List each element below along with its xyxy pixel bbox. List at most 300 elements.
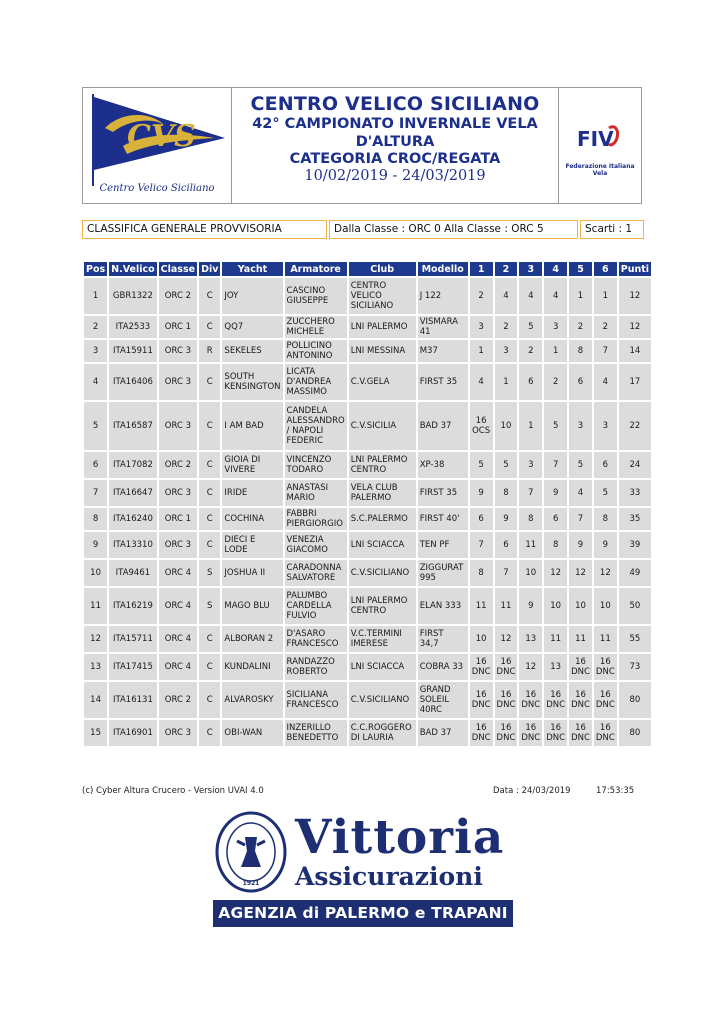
sail-number-cell: ITA16901: [109, 720, 157, 746]
club-cell-line: VELA CLUB: [350, 483, 398, 493]
race-result-cell-line: 7: [478, 540, 484, 550]
yacht-cell: ALBORAN 2: [222, 626, 282, 652]
race-result-cell: [519, 682, 542, 718]
race-result-cell-line: 8: [478, 568, 484, 578]
race-result-cell: [569, 402, 592, 450]
owner-cell-line: CARADONNA: [286, 563, 342, 573]
race-result-cell: [519, 560, 542, 586]
sail-number-cell: ITA16587: [109, 402, 157, 450]
points-cell: 39: [619, 532, 651, 558]
race-result-cell: [495, 402, 518, 450]
race-result-cell-line: 8: [528, 514, 534, 524]
club-cell-line: LNI PALERMO: [350, 596, 408, 606]
yacht-cell: JOY: [222, 278, 282, 314]
race-result-cell-line: 9: [503, 514, 509, 524]
race-result-cell-line: 10: [550, 601, 562, 611]
race-result-cell-line: 3: [528, 460, 534, 470]
model-cell-line: M37: [419, 346, 438, 356]
model-cell-line: BAD 37: [419, 421, 452, 431]
model-cell: [418, 340, 468, 362]
race-result-cell: [569, 654, 592, 680]
owner-cell-line: FEDERIC: [286, 436, 324, 446]
race-result-cell: [519, 480, 542, 506]
column-header: Pos: [86, 263, 106, 275]
race-result-cell-line: 16: [475, 416, 487, 426]
race-result-cell: [544, 402, 567, 450]
sail-number-cell: ITA16647: [109, 480, 157, 506]
model-cell-line: J 122: [419, 291, 442, 301]
division-cell: C: [199, 720, 220, 746]
race-result-cell-line: 9: [602, 540, 609, 550]
yacht-cell: OBI-WAN: [222, 720, 282, 746]
race-result-cell-line: 1: [503, 377, 509, 387]
column-header: Classe: [160, 263, 196, 275]
race-result-cell-line: 1: [602, 291, 609, 301]
club-cell: [349, 560, 416, 586]
race-result-cell-line: DNC: [496, 733, 516, 743]
software-credit: (c) Cyber Altura Crucero - Version UVAI 4.0: [82, 786, 264, 796]
position-cell: 9: [84, 532, 107, 558]
position-cell: 6: [84, 452, 107, 478]
club-cell-line: LNI MESSINA: [350, 346, 406, 356]
race-result-cell: [495, 626, 518, 652]
class-cell: ORC 2: [159, 452, 197, 478]
points-cell: 35: [619, 508, 651, 530]
race-result-cell: [569, 340, 592, 362]
race-result-cell-line: 4: [503, 291, 509, 301]
race-result-cell-line: 10: [575, 601, 586, 611]
owner-cell-line: CASCINO: [286, 286, 326, 296]
points-cell: 17: [619, 364, 651, 400]
yacht-cell: [222, 364, 282, 400]
fiv-emblem-icon: [559, 88, 641, 160]
race-result-cell-line: DNC: [521, 700, 541, 710]
owner-cell-line: POLLICINO: [286, 341, 332, 351]
sail-number-cell: ITA2533: [109, 316, 157, 338]
race-result-cell: [519, 532, 542, 558]
yacht-cell: ALVAROSKY: [222, 682, 282, 718]
race-result-cell-line: 7: [503, 568, 509, 578]
race-result-cell-line: DNC: [496, 667, 516, 677]
race-result-cell-line: DNC: [571, 667, 590, 677]
club-cell-line: CENTRO: [350, 606, 387, 616]
championship-title-line2: D'ALTURA: [355, 134, 435, 150]
race-result-cell-line: 11: [525, 540, 537, 550]
race-result-cell-line: DNC: [521, 733, 541, 743]
race-result-cell-line: OCS: [472, 426, 491, 436]
column-header: Armatore: [285, 262, 347, 276]
position-cell: 15: [84, 720, 107, 746]
division-cell: R: [199, 340, 220, 362]
race-result-cell-line: 16: [550, 690, 562, 700]
results-table: [82, 260, 653, 748]
owner-cell-line: CANDELA: [286, 406, 328, 416]
race-result-cell-line: 3: [552, 322, 559, 332]
yacht-cell: JOSHUA II: [222, 560, 282, 586]
club-cell: [349, 508, 416, 530]
race-result-cell: [470, 316, 493, 338]
model-cell: [418, 402, 468, 450]
column-header: 5: [569, 262, 592, 276]
club-cell-line: CENTRO: [350, 465, 387, 475]
race-result-cell-line: DNC: [471, 700, 491, 710]
position-cell: 7: [84, 480, 107, 506]
table-row: [84, 654, 651, 680]
race-result-cell-line: 2: [478, 291, 484, 301]
owner-cell: [285, 560, 347, 586]
race-result-cell-line: 9: [577, 540, 584, 550]
race-result-cell: [594, 402, 617, 450]
race-result-cell-line: 2: [552, 377, 559, 387]
points-cell: 14: [619, 340, 651, 362]
race-result-cell-line: DNC: [546, 700, 566, 710]
club-cell-line: SICILIANO: [350, 301, 394, 311]
owner-cell-line: FULVIO: [286, 611, 317, 621]
report-time: 17:53:35: [596, 786, 635, 796]
owner-cell-line: LICATA: [286, 367, 316, 377]
table-row: [84, 588, 651, 624]
race-result-cell: [495, 364, 518, 400]
owner-cell-line: TODARO: [286, 465, 324, 475]
race-result-cell: [594, 532, 617, 558]
race-result-cell: [594, 682, 617, 718]
division-cell: S: [199, 560, 220, 586]
race-result-cell-line: DNC: [471, 667, 491, 677]
table-row: [84, 364, 651, 400]
club-cell: [349, 452, 416, 478]
class-cell: ORC 4: [159, 588, 197, 624]
race-result-cell: [594, 340, 617, 362]
model-cell: [418, 480, 468, 506]
race-result-cell-line: 16: [575, 723, 586, 733]
table-row: [84, 278, 651, 314]
owner-cell-line: D'ANDREA: [286, 377, 332, 387]
model-cell-line: BAD 37: [419, 728, 452, 738]
race-result-cell: [470, 508, 493, 530]
race-result-cell-line: 5: [602, 488, 609, 498]
race-result-cell-line: 1: [528, 421, 534, 431]
owner-cell-line: FRANCESCO: [286, 700, 339, 710]
race-result-cell-line: 12: [575, 568, 586, 578]
race-result-cell: [544, 626, 567, 652]
race-result-cell-line: 4: [602, 377, 609, 387]
club-cell-line: DI LAURIA: [350, 733, 394, 743]
yacht-cell: [222, 532, 282, 558]
class-cell: ORC 3: [159, 720, 197, 746]
model-cell-line: TEN PF: [419, 540, 450, 550]
column-header: Modello: [418, 262, 468, 276]
race-result-cell-line: DNC: [496, 700, 516, 710]
class-cell: ORC 3: [159, 340, 197, 362]
table-row: [84, 532, 651, 558]
owner-cell-line: INZERILLO: [286, 723, 331, 733]
owner-cell: [285, 316, 347, 338]
race-result-cell: [569, 316, 592, 338]
race-result-cell-line: 3: [503, 346, 509, 356]
column-header: Punti: [620, 263, 650, 275]
club-cell-line: LNI PALERMO: [350, 322, 408, 332]
race-result-cell: [519, 402, 542, 450]
race-result-cell: [470, 626, 493, 652]
race-result-cell-line: 11: [550, 634, 562, 644]
column-header: Yacht: [222, 262, 282, 276]
owner-cell-line: GIACOMO: [286, 545, 328, 555]
club-logo: [83, 88, 232, 203]
model-cell-line: 41: [419, 327, 431, 337]
race-result-cell: [544, 588, 567, 624]
race-result-cell: [470, 452, 493, 478]
race-result-cell: [470, 532, 493, 558]
race-result-cell: [594, 364, 617, 400]
club-cell-line: V.C.TERMINI: [350, 629, 402, 639]
race-result-cell-line: 16: [500, 723, 512, 733]
race-result-cell: [519, 364, 542, 400]
points-cell: 49: [619, 560, 651, 586]
club-cell-line: C.V.SICILIANO: [350, 568, 410, 578]
table-row: [84, 316, 651, 338]
class-range-label: Dalla Classe : ORC 0 Alla Classe : ORC 5: [329, 220, 578, 239]
seal-year: 1921: [242, 880, 260, 887]
sail-number-cell: ITA9461: [109, 560, 157, 586]
yacht-cell: IRIDE: [222, 480, 282, 506]
points-cell: 24: [619, 452, 651, 478]
race-result-cell: [519, 626, 542, 652]
class-cell: ORC 2: [159, 278, 197, 314]
club-cell-line: LNI SCIACCA: [350, 540, 405, 550]
report-date: Data : 24/03/2019: [493, 786, 571, 796]
yacht-cell: I AM BAD: [222, 402, 282, 450]
race-result-cell: [594, 452, 617, 478]
race-result-cell-line: 12: [599, 568, 611, 578]
column-header: 4: [544, 262, 567, 276]
sail-number-cell: ITA16240: [109, 508, 157, 530]
column-header: 1: [470, 262, 493, 276]
race-result-cell-line: 10: [475, 634, 487, 644]
race-result-cell: [470, 682, 493, 718]
model-cell: [418, 364, 468, 400]
points-cell: 33: [619, 480, 651, 506]
race-result-cell-line: DNC: [471, 733, 491, 743]
race-result-cell: [495, 480, 518, 506]
class-cell: ORC 3: [159, 532, 197, 558]
race-result-cell: [519, 340, 542, 362]
club-cell: [349, 278, 416, 314]
race-result-cell: [594, 316, 617, 338]
table-row: [84, 720, 651, 746]
race-result-cell: [569, 626, 592, 652]
points-cell: 12: [619, 316, 651, 338]
club-cell-line: LNI PALERMO: [350, 455, 408, 465]
race-result-cell-line: 6: [577, 377, 584, 387]
race-result-cell-line: DNC: [595, 700, 615, 710]
sponsor-seal-icon: [215, 811, 287, 893]
sail-number-cell: ITA16131: [109, 682, 157, 718]
owner-cell: [285, 340, 347, 362]
race-result-cell: [519, 588, 542, 624]
fiv-caption: Federazione Italiana Vela: [565, 163, 635, 177]
division-cell: S: [199, 588, 220, 624]
race-result-cell: [495, 452, 518, 478]
model-cell-line: VISMARA: [419, 317, 458, 327]
race-result-cell: [569, 278, 592, 314]
owner-cell-line: ZUCCHERO: [286, 317, 335, 327]
owner-cell-line: BENEDETTO: [286, 733, 339, 743]
race-result-cell-line: 3: [478, 322, 484, 332]
model-cell-line: COBRA 33: [419, 662, 464, 672]
table-row: [84, 402, 651, 450]
division-cell: C: [199, 480, 220, 506]
race-result-cell-line: 1: [478, 346, 484, 356]
division-cell: C: [199, 402, 220, 450]
race-result-cell: [470, 560, 493, 586]
class-cell: ORC 1: [159, 316, 197, 338]
division-cell: C: [199, 452, 220, 478]
race-result-cell-line: 3: [577, 421, 584, 431]
race-result-cell-line: 9: [478, 488, 484, 498]
race-result-cell-line: 5: [552, 421, 559, 431]
points-cell: 50: [619, 588, 651, 624]
club-cell-line: IMERESE: [350, 639, 388, 649]
division-cell: C: [199, 682, 220, 718]
title-block: [232, 88, 558, 203]
yacht-cell: SEKELES: [222, 340, 282, 362]
race-result-cell-line: 7: [602, 346, 609, 356]
race-result-cell: [544, 720, 567, 746]
model-cell-line: XP-38: [419, 460, 445, 470]
table-row: [84, 560, 651, 586]
class-cell: ORC 4: [159, 560, 197, 586]
owner-cell-line: ANASTASI: [286, 483, 329, 493]
race-result-cell-line: 5: [503, 460, 509, 470]
position-cell: 10: [84, 560, 107, 586]
yacht-cell: [222, 452, 282, 478]
owner-cell-line: PALUMBO: [286, 591, 328, 601]
owner-cell: [285, 452, 347, 478]
sponsor-agency: AGENZIA di PALERMO e TRAPANI: [213, 900, 513, 927]
race-result-cell: [495, 508, 518, 530]
race-result-cell: [544, 364, 567, 400]
championship-title-line1: 42° CAMPIONATO INVERNALE VELA: [252, 116, 538, 132]
table-row: [84, 508, 651, 530]
class-cell: ORC 3: [159, 480, 197, 506]
yacht-cell: COCHINA: [222, 508, 282, 530]
race-result-cell-line: 5: [528, 322, 534, 332]
race-result-cell-line: DNC: [571, 700, 590, 710]
yacht-cell-line: GIOIA DI: [224, 455, 261, 465]
sail-number-cell: ITA15711: [109, 626, 157, 652]
model-cell-line: 995: [419, 573, 436, 583]
model-cell-line: 40RC: [419, 705, 442, 715]
table-body: [84, 278, 651, 746]
race-result-cell-line: 9: [528, 601, 534, 611]
model-cell-line: SOLEIL: [419, 695, 450, 705]
race-result-cell-line: 10: [525, 568, 537, 578]
yacht-cell: KUNDALINI: [222, 654, 282, 680]
race-result-cell-line: 4: [552, 291, 559, 301]
points-cell: 12: [619, 278, 651, 314]
race-result-cell-line: 13: [550, 662, 562, 672]
race-result-cell: [470, 340, 493, 362]
race-result-cell: [495, 654, 518, 680]
owner-cell-line: CARDELLA: [286, 601, 332, 611]
club-cell: [349, 654, 416, 680]
race-result-cell: [519, 452, 542, 478]
race-result-cell: [544, 508, 567, 530]
position-cell: 13: [84, 654, 107, 680]
race-result-cell: [569, 588, 592, 624]
race-result-cell-line: 1: [577, 291, 584, 301]
club-cell: [349, 532, 416, 558]
club-cell: [349, 626, 416, 652]
race-result-cell-line: 2: [503, 322, 509, 332]
race-result-cell-line: 16: [575, 657, 586, 667]
club-logo-caption: Centro Velico Siciliano: [99, 183, 215, 194]
column-header: 3: [519, 262, 542, 276]
model-cell: [418, 682, 468, 718]
division-cell: C: [199, 626, 220, 652]
column-header: 2: [495, 262, 518, 276]
club-cell-line: C.V.SICILIANO: [350, 695, 410, 705]
sail-number-cell: ITA16406: [109, 364, 157, 400]
sail-number-cell: ITA13310: [109, 532, 157, 558]
race-result-cell-line: 1: [552, 346, 559, 356]
points-cell: 55: [619, 626, 651, 652]
race-result-cell-line: 2: [528, 346, 534, 356]
owner-cell-line: MASSIMO: [286, 387, 327, 397]
position-cell: 11: [84, 588, 107, 624]
page-title: CENTRO VELICO SICILIANO: [250, 93, 540, 115]
owner-cell: [285, 508, 347, 530]
class-cell: ORC 4: [159, 626, 197, 652]
model-cell-line: ELAN 333: [419, 601, 462, 611]
race-result-cell-line: 6: [602, 460, 609, 470]
category-title: CATEGORIA CROC/REGATA: [289, 151, 501, 167]
race-result-cell-line: 8: [552, 540, 559, 550]
race-result-cell: [495, 316, 518, 338]
race-result-cell: [544, 480, 567, 506]
owner-cell-line: ANTONINO: [286, 351, 333, 361]
race-result-cell-line: 3: [602, 421, 609, 431]
division-cell: C: [199, 364, 220, 400]
owner-cell-line: FRANCESCO: [286, 639, 339, 649]
race-result-cell: [544, 452, 567, 478]
race-result-cell-line: 16: [525, 723, 537, 733]
model-cell: [418, 316, 468, 338]
model-cell-line: FIRST: [419, 629, 444, 639]
race-result-cell: [544, 340, 567, 362]
race-result-cell: [495, 720, 518, 746]
owner-cell: [285, 682, 347, 718]
model-cell: [418, 508, 468, 530]
owner-cell: [285, 364, 347, 400]
race-result-cell: [594, 508, 617, 530]
yacht-cell-line: KENSINGTON: [224, 382, 281, 392]
race-result-cell: [594, 480, 617, 506]
owner-cell-line: RANDAZZO: [286, 657, 335, 667]
club-cell-line: VELICO: [350, 291, 382, 301]
race-result-cell: [594, 654, 617, 680]
race-result-cell-line: 4: [577, 488, 584, 498]
model-cell-line: FIRST 35: [419, 488, 458, 498]
yacht-cell: QQ7: [222, 316, 282, 338]
owner-cell-line: PIERGIORGIO: [286, 519, 343, 529]
sponsor-name-secondary: Assicurazioni: [295, 862, 483, 891]
race-result-cell: [544, 532, 567, 558]
table-header-row: [84, 262, 651, 276]
race-result-cell-line: 6: [478, 514, 484, 524]
yacht-cell-line: LODE: [224, 545, 248, 555]
points-cell: 80: [619, 682, 651, 718]
